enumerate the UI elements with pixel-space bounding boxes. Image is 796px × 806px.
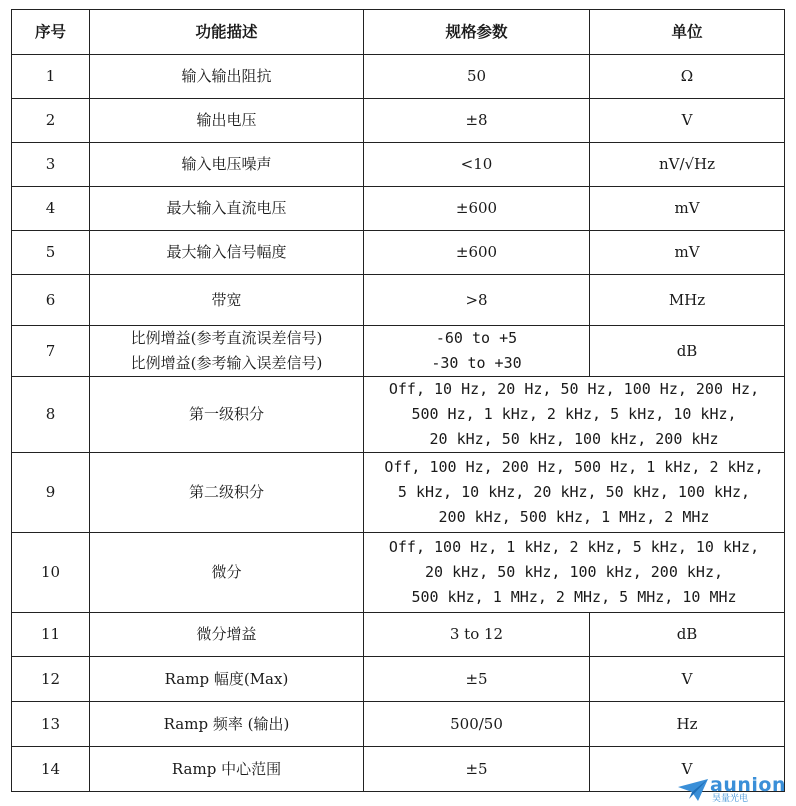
spec-table [11,9,785,792]
cell-no: 10 [12,533,90,613]
cell-description [90,55,364,99]
cell-no: 14 [12,747,90,792]
table-row [12,657,785,702]
description-line: Ramp 频率 (输出) [163,714,290,733]
table-row [12,613,785,657]
spec-line: 500/50 [450,714,503,733]
table-row [12,326,785,377]
spec-line: -60 to +5 [435,329,518,347]
spec-line: 3 to 12 [449,625,504,643]
cell-description [90,377,364,453]
cell-spec [364,747,590,792]
description-line: 比例增益(参考直流误差信号) [130,329,323,347]
table-row [12,747,785,792]
cell-description [90,702,364,747]
spec-line: <10 [460,155,493,173]
description-line: 最大输入直流电压 [166,199,287,217]
cell-no: 12 [12,657,90,702]
cell-unit: mV [590,231,785,275]
description-line: Ramp 幅度(Max) [164,669,289,688]
cell-unit: V [590,657,785,702]
description-line: 输入输出阻抗 [181,67,272,85]
table-header-row [12,10,785,55]
cell-description [90,747,364,792]
cell-spec [364,99,590,143]
cell-spec [364,657,590,702]
table-row [12,377,785,453]
cell-description [90,99,364,143]
description-line: Ramp 中心范围 [171,759,282,778]
watermark-sub: 昊量光电 [712,794,749,804]
header-spec: 规格参数 [364,10,590,55]
spec-line: 20 kHz, 50 kHz, 100 kHz, 200 kHz [429,430,719,448]
description-line: 微分 [211,563,242,581]
cell-unit: nV/√Hz [590,143,785,187]
cell-no: 6 [12,275,90,326]
cell-description [90,453,364,533]
table-row [12,231,785,275]
header-description: 功能描述 [90,10,364,55]
cell-no: 2 [12,99,90,143]
cell-no: 9 [12,453,90,533]
cell-unit: Hz [590,702,785,747]
spec-line: 20 kHz, 50 kHz, 100 kHz, 200 kHz, [424,563,723,581]
cell-unit: V [590,99,785,143]
table-row [12,453,785,533]
spec-line: Off, 10 Hz, 20 Hz, 50 Hz, 100 Hz, 200 Hz, [388,380,760,398]
description-line: 微分增益 [196,625,257,643]
cell-description [90,657,364,702]
cell-unit: MHz [590,275,785,326]
cell-spec-merged [364,533,785,613]
cell-spec [364,275,590,326]
spec-line: ±600 [455,199,498,217]
description-line: 比例增益(参考输入误差信号) [130,354,323,372]
cell-spec [364,613,590,657]
cell-spec-merged [364,453,785,533]
header-unit: 单位 [590,10,785,55]
description-line: 输入电压噪声 [181,155,272,173]
spec-line: ±5 [465,759,488,778]
cell-description [90,533,364,613]
paper-plane-icon [676,777,710,803]
table-row [12,533,785,613]
cell-description [90,275,364,326]
description-line: 第一级积分 [188,405,264,423]
cell-spec [364,231,590,275]
cell-unit: dB [590,613,785,657]
cell-unit: mV [590,187,785,231]
description-line: 最大输入信号幅度 [166,243,287,261]
spec-line: 200 kHz, 500 kHz, 1 MHz, 2 MHz [438,508,710,526]
cell-spec [364,55,590,99]
cell-no: 3 [12,143,90,187]
spec-line: Off, 100 Hz, 200 Hz, 500 Hz, 1 kHz, 2 kHz, [384,458,764,476]
spec-line: ±5 [465,669,488,688]
cell-description [90,231,364,275]
spec-line: >8 [465,290,488,309]
cell-spec [364,187,590,231]
cell-unit: V [590,747,785,792]
spec-line: 500 kHz, 1 MHz, 2 MHz, 5 MHz, 10 MHz [411,588,737,606]
table-row [12,99,785,143]
cell-no: 11 [12,613,90,657]
spec-line: Off, 100 Hz, 1 kHz, 2 kHz, 5 kHz, 10 kHz, [388,538,760,556]
cell-description [90,613,364,657]
spec-line: -30 to +30 [431,354,522,372]
spec-line: ±8 [465,111,488,129]
table-row [12,275,785,326]
table-row [12,702,785,747]
cell-no: 8 [12,377,90,453]
description-line: 输出电压 [196,111,257,129]
cell-no: 1 [12,55,90,99]
cell-spec [364,143,590,187]
cell-no: 7 [12,326,90,377]
spec-line: ±600 [455,243,498,261]
aunion-watermark [676,776,786,804]
spec-line: 50 [466,67,487,85]
cell-no: 4 [12,187,90,231]
spec-line: 5 kHz, 10 kHz, 20 kHz, 50 kHz, 100 kHz, [397,483,751,501]
header-no: 序号 [12,10,90,55]
description-line: 带宽 [211,290,242,309]
cell-description [90,326,364,377]
table-row [12,55,785,99]
cell-no: 13 [12,702,90,747]
cell-no: 5 [12,231,90,275]
cell-spec [364,326,590,377]
table-row [12,143,785,187]
description-line: 第二级积分 [188,483,264,501]
cell-spec [364,702,590,747]
cell-description [90,187,364,231]
cell-unit: Ω [590,55,785,99]
table-row [12,187,785,231]
cell-spec-merged [364,377,785,453]
cell-description [90,143,364,187]
spec-line: 500 Hz, 1 kHz, 2 kHz, 5 kHz, 10 kHz, [411,405,737,423]
watermark-brand: aunion [710,774,786,796]
cell-unit: dB [590,326,785,377]
